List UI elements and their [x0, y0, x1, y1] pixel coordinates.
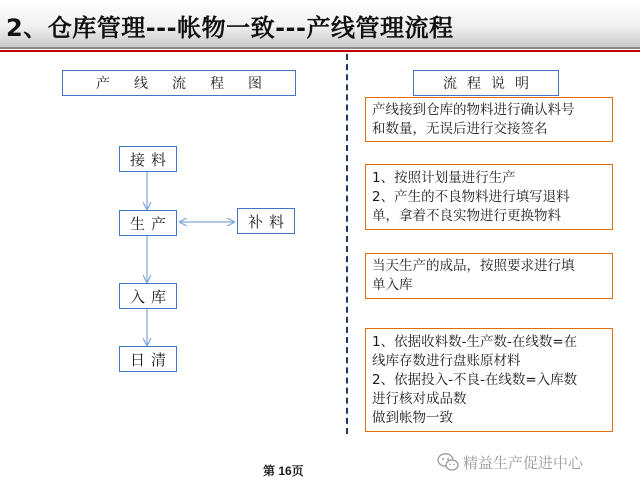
page-number: 第 16页: [263, 464, 304, 478]
description-line: 和数量，无误后进行交接签名: [372, 120, 548, 137]
description-line: 当天生产的成品，按照要求进行填: [372, 258, 575, 274]
description-receive: [365, 97, 613, 142]
description-line: 1、依据收料数-生产数-在线数=在: [372, 333, 578, 350]
description-heading-text: 流程说明: [443, 76, 539, 92]
node-daily-clear-label: 日清: [129, 350, 172, 369]
description-line: 1、按照计划量进行生产: [372, 169, 516, 186]
description-line: 单入库: [372, 277, 413, 293]
description-heading: [413, 70, 559, 96]
description-line: 线库存数进行盘账原材料: [372, 352, 521, 369]
description-line: 单，拿着不良实物进行更换物料: [372, 207, 561, 224]
node-receive-label: 接料: [129, 150, 172, 169]
watermark-text: 精益生产促进中心: [463, 453, 584, 472]
description-store: [365, 253, 613, 299]
description-daily-clear: [365, 328, 613, 432]
node-produce-label: 生产: [129, 214, 172, 233]
description-line: 2、依据投入-不良-在线数=入库数: [372, 371, 578, 388]
node-replenish-label: 补料: [247, 212, 290, 231]
description-line: 做到帐物一致: [372, 409, 453, 426]
description-produce: [365, 164, 613, 230]
flowchart-heading-text: 产线流程图: [96, 76, 286, 92]
description-line: 2、产生的不良物料进行填写退料: [372, 188, 570, 205]
page-title: 2、仓库管理---帐物一致---产线管理流程: [6, 14, 454, 42]
description-line: 产线接到仓库的物料进行确认料号: [372, 101, 575, 118]
wechat-icon: [437, 452, 459, 472]
description-line: 进行核对成品数: [372, 390, 467, 407]
watermark: [437, 451, 583, 473]
node-store-label: 入库: [129, 287, 172, 306]
